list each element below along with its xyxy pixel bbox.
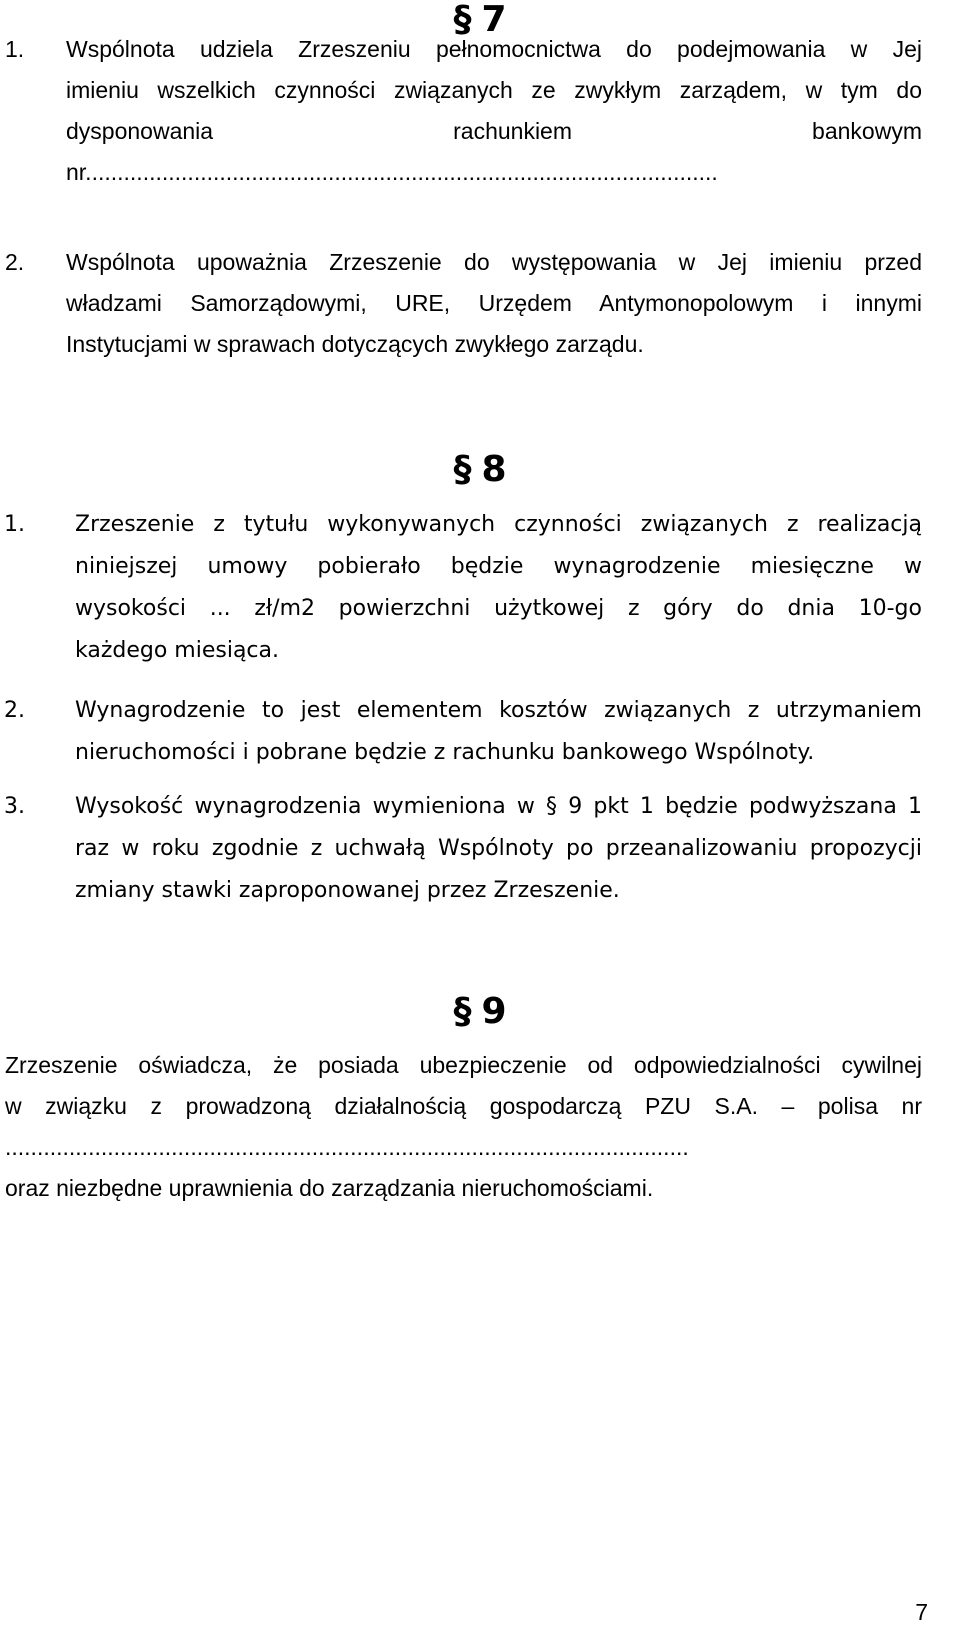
section-7-item-2 xyxy=(0,242,922,365)
text-line: Wspólnota udziela Zrzeszeniu pełnomocnictwa do podejmowania w Jej xyxy=(66,36,922,62)
text-line: imieniu wszelkich czynności związanych ze zwykłym zarządem, w tym do xyxy=(66,77,922,103)
page-number: 7 xyxy=(915,1599,928,1625)
item-number: 1. xyxy=(4,512,25,537)
text-line: wysokości ... zł/m2 powierzchni użytkowej z góry do dnia 10-go xyxy=(75,596,922,621)
text-line-last: nieruchomości i pobrane będzie z rachunku bankowego Wspólnoty. xyxy=(75,740,815,765)
text-line-last: nr................................................................................................... xyxy=(66,159,718,185)
section-number: 9 xyxy=(481,991,507,1032)
section-heading-8 xyxy=(0,450,960,490)
item-text xyxy=(66,242,922,365)
text-line: władzami Samorządowymi, URE, Urzędem Antymonopolowym i innymi xyxy=(66,290,922,316)
section-7-item-1 xyxy=(0,29,922,193)
section-8-item-2 xyxy=(0,690,922,774)
section-number: 7 xyxy=(481,0,507,40)
text-line: raz w roku zgodnie z uchwałą Wspólnoty po przeanalizowaniu propozycji xyxy=(75,836,922,861)
text-line-last: oraz niezbędne uprawnienia do zarządzania nieruchomościami. xyxy=(5,1175,654,1201)
section-symbol: § xyxy=(453,0,472,40)
text-line: dysponowania rachunkiem bankowym xyxy=(66,118,922,144)
item-number: 2. xyxy=(4,698,25,723)
section-heading-9 xyxy=(0,992,960,1032)
item-text xyxy=(66,29,922,193)
section-8-item-3 xyxy=(0,786,922,912)
item-number: 3. xyxy=(4,794,25,819)
text-line: Wynagrodzenie to jest elementem kosztów związanych z utrzymaniem xyxy=(75,698,922,723)
section-9-paragraph xyxy=(5,1045,922,1209)
text-line: Wysokość wynagrodzenia wymieniona w § 9 pkt 1 będzie podwyższana 1 xyxy=(75,794,922,819)
text-line: niniejszej umowy pobierało będzie wynagrodzenie miesięczne w xyxy=(75,554,922,579)
item-text xyxy=(75,690,922,774)
item-number: 2. xyxy=(5,249,25,275)
text-line-last: Instytucjami w sprawach dotyczących zwykłego zarządu. xyxy=(66,331,644,357)
text-line: Zrzeszenie z tytułu wykonywanych czynności związanych z realizacją xyxy=(75,512,922,537)
section-symbol: § xyxy=(453,991,472,1032)
item-text xyxy=(75,786,922,912)
text-line-last: każdego miesiąca. xyxy=(75,638,280,663)
section-8-item-1 xyxy=(0,504,922,672)
item-text xyxy=(75,504,922,672)
item-number: 1. xyxy=(5,36,25,62)
text-line: Zrzeszenie oświadcza, że posiada ubezpieczenie od odpowiedzialności cywilnej xyxy=(5,1052,922,1078)
section-number: 8 xyxy=(481,449,507,490)
text-line: ........................................................................................................... xyxy=(5,1134,689,1160)
text-line: Wspólnota upoważnia Zrzeszenie do występowania w Jej imieniu przed xyxy=(66,249,922,275)
text-line: w związku z prowadzoną działalnością gospodarczą PZU S.A. – polisa nr xyxy=(5,1093,922,1119)
text-line-last: zmiany stawki zaproponowanej przez Zrzeszenie. xyxy=(75,878,620,903)
section-symbol: § xyxy=(453,449,472,490)
